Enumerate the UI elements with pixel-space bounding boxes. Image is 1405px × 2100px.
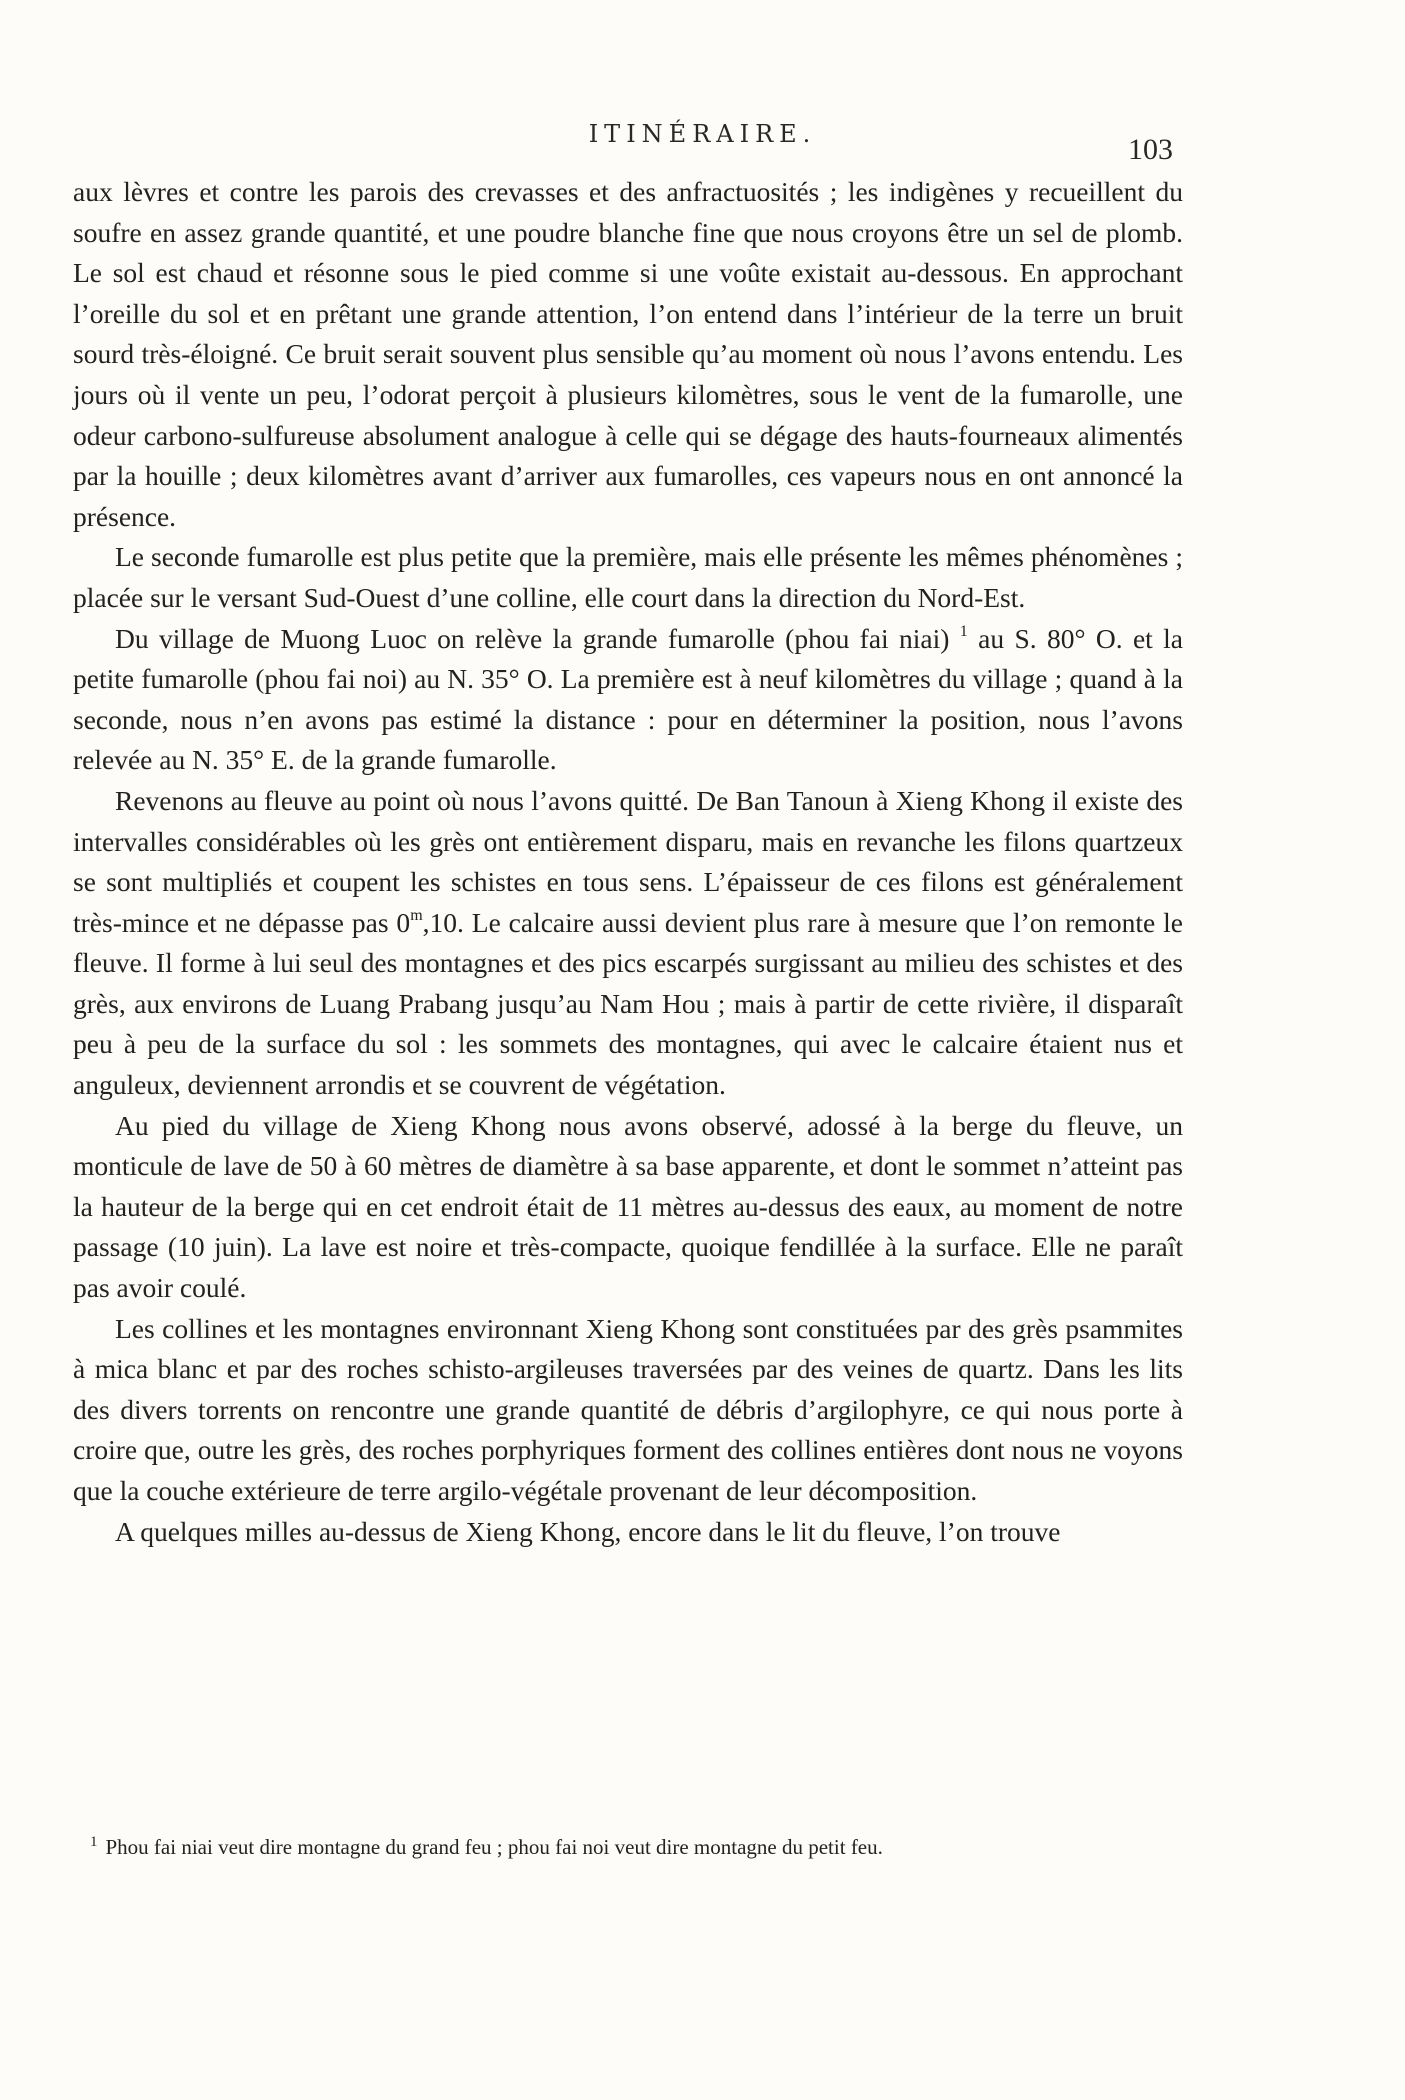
paragraph-fleuve [73, 781, 1183, 1106]
paragraph-final: A quelques milles au-dessus de Xieng Khong, encore dans le lit du fleuve, l’on trouve [115, 1515, 1061, 1547]
paragraph-muong-luoc [73, 619, 1183, 781]
body-text [73, 172, 1183, 1552]
running-title: ITINÉRAIRE. [588, 120, 817, 148]
footnote-reference: 1 [959, 622, 968, 640]
paragraph-lava: Au pied du village de Xieng Khong nous avons observé, adossé à la berge du fleuve, un monticule de lave de 50 à 60 mètres de diamètre à sa base apparente, et dont le sommet n’atteint pas la hauteur de la berge qui en cet endroit était de 11 mètres au-dessus des eaux, au moment de notre passage (10 juin). La lave est noire et très-compacte, quoique fendillée à la surface. Elle ne paraît pas avoir coulé. [73, 1109, 1183, 1304]
paragraph-text-after-note: au S. 80° O. et la petite fumarolle (phou fai noi) au N. 35° O. La première est à neuf kilomètres du village ; quand à la seconde, nous n’en avons pas estimé la distance : pour en déterminer la position, nous l’avons relevée au N. 35° E. de la grande fumarolle. [73, 622, 1183, 776]
superscript-unit: m [410, 906, 423, 924]
paragraph-second-fumarole: Le seconde fumarolle est plus petite que la première, mais elle présente les mêmes phénomènes ; placée sur le versant Sud-Ouest d’une colline, elle court dans la direction du Nord-Est. [73, 541, 1183, 613]
paragraph-text-after-unit: ,10. Le calcaire aussi devient plus rare à mesure que l’on remonte le fleuve. Il forme à lui seul des montagnes et des pics escarpés surgissant au milieu des schistes et des grès, aux environs de Luang Prabang jusqu’au Nam Hou ; mais à partir de cette rivière, il disparaît peu à peu de la surface du sol : les sommets des montagnes, qui avec le calcaire étaient nus et anguleux, deviennent arrondis et se couvrent de végétation. [73, 906, 1183, 1101]
paragraph-collines: Les collines et les montagnes environnant Xieng Khong sont constituées par des grès psammites à mica blanc et par des roches schisto-argileuses traversées par des veines de quartz. Dans les lits des divers torrents on rencontre une grande quantité de débris d’argilophyre, ce qui nous porte à croire que, outre les grès, des roches porphyriques forment des collines entières dont nous ne voyons que la couche extérieure de terre argilo-végétale provenant de leur décomposition. [73, 1312, 1183, 1506]
footnote-text: Phou fai niai veut dire montagne du grand feu ; phou fai noi veut dire montagne du petit feu. [105, 1835, 883, 1859]
footnote [90, 1833, 1190, 1861]
page-number: 103 [1128, 133, 1173, 166]
paragraph-continued: aux lèvres et contre les parois des crevasses et des anfractuosités ; les indigènes y recueillent du soufre en assez grande quantité, et une poudre blanche fine que nous croyons être un sel de plomb. Le sol est chaud et résonne sous le pied comme si une voûte existait au-dessous. En approchant l’oreille du sol et en prêtant une grande attention, l’on entend dans l’intérieur de la terre un bruit sourd très-éloigné. Ce bruit serait souvent plus sensible qu’au moment où nous l’avons entendu. Les jours où il vente un peu, l’odorat perçoit à plusieurs kilomètres, sous le vent de la fumarolle, une odeur carbono-sulfureuse absolument analogue à celle qui se dégage des hauts-fourneaux alimentés par la houille ; deux kilomètres avant d’arriver aux fumarolles, ces vapeurs nous en ont annoncé la présence. [73, 176, 1183, 532]
paragraph-text-before-note: Du village de Muong Luoc on relève la grande fumarolle (phou fai niai) [115, 622, 950, 654]
paragraph-text-before-unit: Revenons au fleuve au point où nous l’avons quitté. De Ban Tanoun à Xieng Khong il existe des intervalles considérables où les grès ont entièrement disparu, mais en revanche les filons quartzeux se sont multipliés et coupent les schistes en tous sens. L’épaisseur de ces filons est généralement très-mince et ne dépasse pas 0 [73, 784, 1183, 938]
footnote-marker: 1 [90, 1834, 98, 1850]
